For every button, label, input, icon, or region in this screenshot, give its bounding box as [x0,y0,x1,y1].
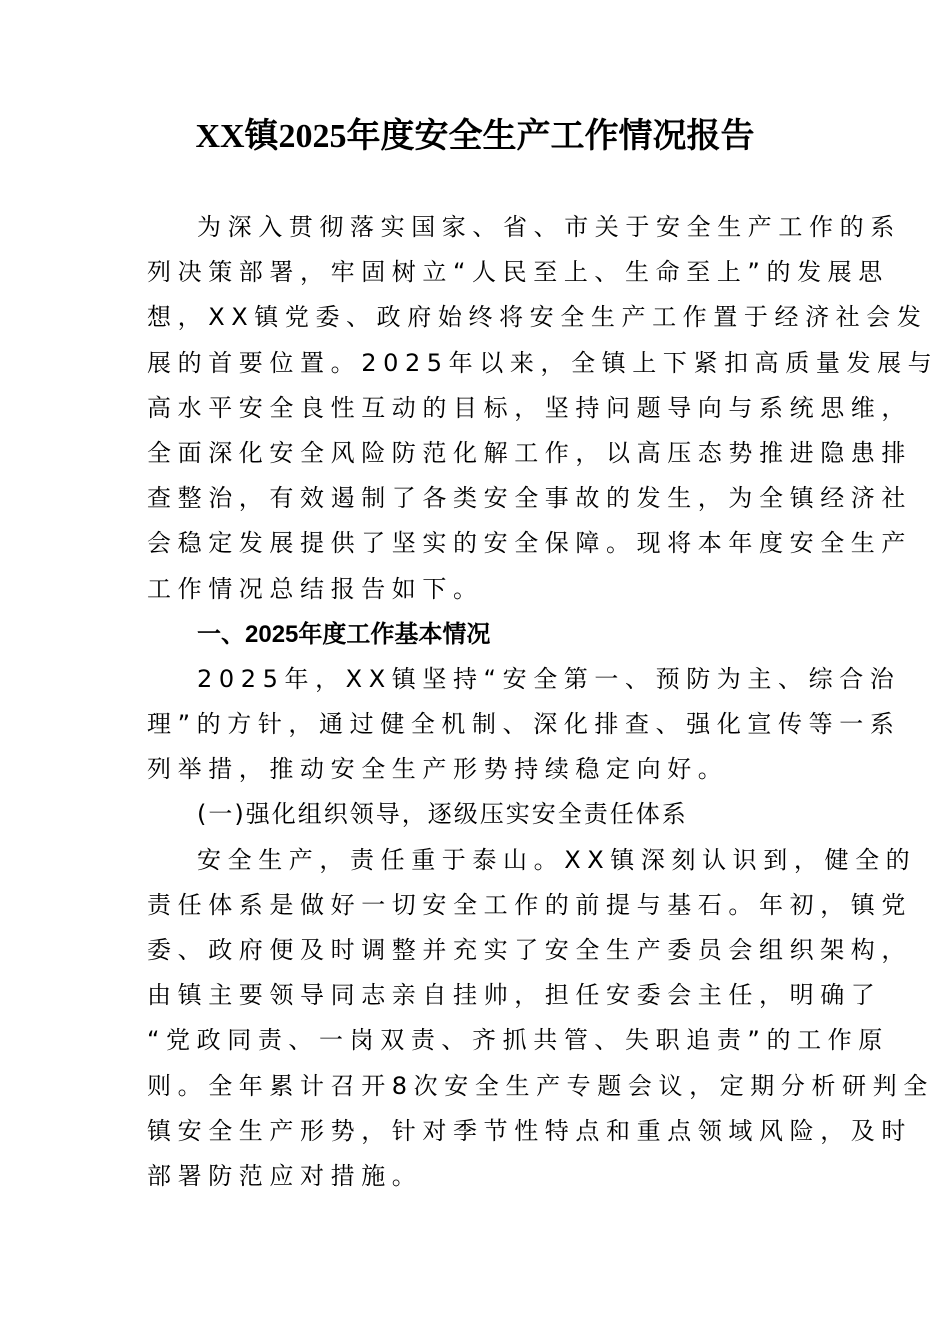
document-body [147,205,939,1199]
text-line: 安全生产，责任重于泰山。XX镇深刻认识到，健全的 [197,845,917,874]
text-line: 高水平安全良性互动的目标，坚持问题导向与系统思维， [147,393,912,422]
text-line: 查整治，有效遏制了各类安全事故的发生，为全镇经济社 [147,484,912,513]
text-line: 理”的方针，通过健全机制、深化排查、强化宣传等一系 [147,710,901,739]
text-line: 工作情况总结报告如下。 [147,574,484,603]
text-line: 则。全年累计召开8次安全生产专题会议，定期分析研判全 [147,1071,934,1100]
text-line: 列举措，推动安全生产形势持续稳定向好。 [147,755,729,784]
text-line: 列决策部署，牢固树立“人民至上、生命至上”的发展思 [147,258,889,287]
subsection-1-paragraph [147,838,934,1200]
text-line: 2025年，XX镇坚持“安全第一、预防为主、综合治 [197,664,901,693]
section-1-paragraph [147,657,901,793]
text-line: 展的首要位置。2025年以来，全镇上下紧扣高质量发展与 [147,348,939,377]
text-line: 为深入贯彻落实国家、省、市关于安全生产工作的系 [197,213,901,241]
text-line: 部署防范应对措施。 [147,1161,423,1190]
section-heading-1: 一、2025年度工作基本情况 [197,620,491,648]
text-line: 镇安全生产形势，针对季节性特点和重点领域风险，及时 [147,1116,912,1145]
text-line: 会稳定发展提供了坚实的安全保障。现将本年度安全生产 [147,529,912,558]
document-title: XX镇2025年度安全生产工作情况报告 [195,118,755,155]
text-line: 由镇主要领导同志亲自挂帅，担任安委会主任，明确了 [147,981,882,1010]
subsection-heading-1: (一)强化组织领导，逐级压实安全责任体系 [197,800,688,829]
text-line: 委、政府便及时调整并充实了安全生产委员会组织架构， [147,936,912,964]
text-line: 责任体系是做好一切安全工作的前提与基石。年初，镇党 [147,890,912,919]
intro-paragraph [147,205,939,612]
text-line: “党政同责、一岗双责、齐抓共管、失职追责”的工作原 [147,1026,889,1055]
text-line: 全面深化安全风险防范化解工作，以高压态势推进隐患排 [147,438,912,467]
text-line: 想，XX镇党委、政府始终将安全生产工作置于经济社会发 [147,303,928,332]
